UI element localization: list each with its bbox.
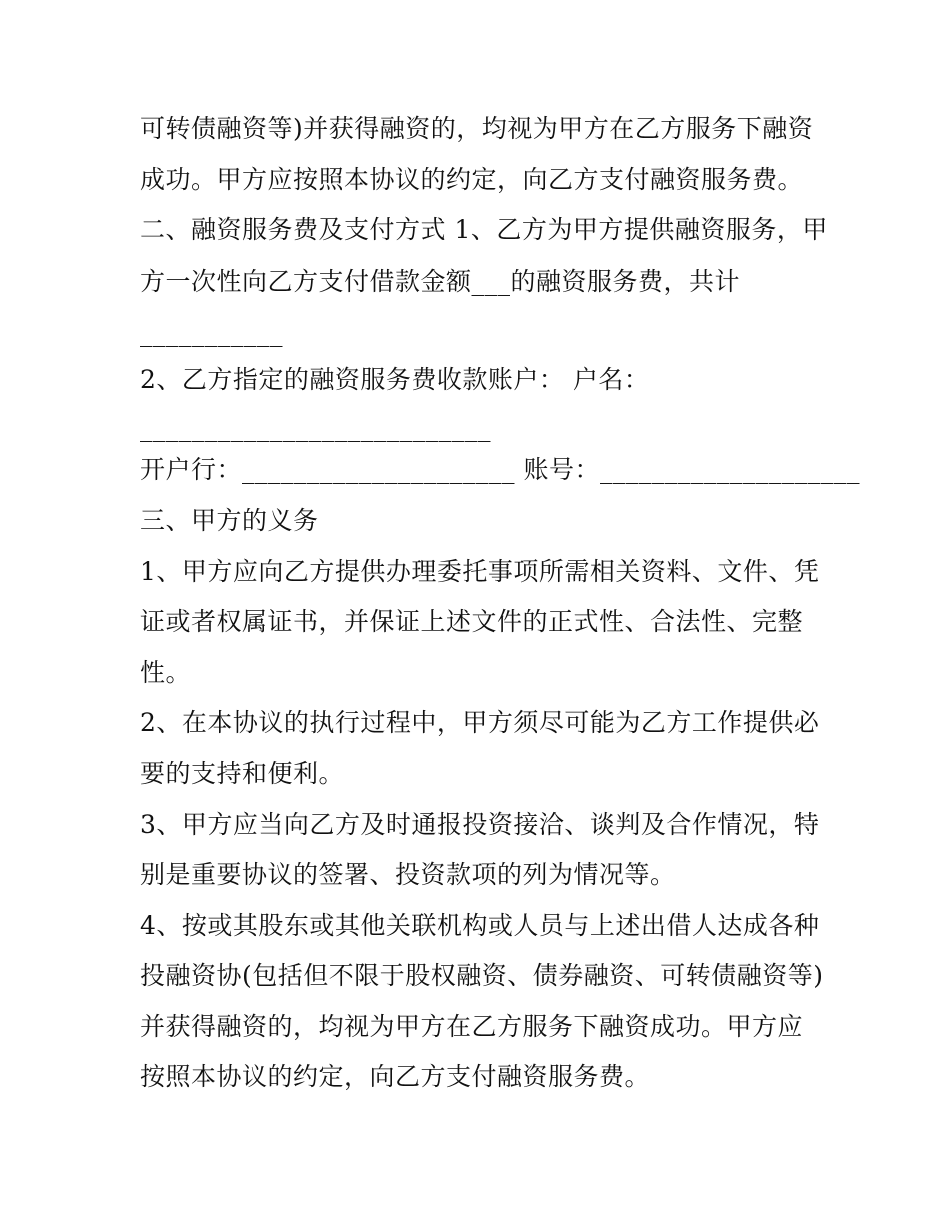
paragraph-line-1: 可转债融资等)并获得融资的，均视为甲方在乙方服务下融资 [140,114,814,143]
paragraph-line-4: 方一次性向乙方支付借款金额___的融资服务费，共计 [140,267,741,296]
obligation-1-line-3: 性。 [140,658,192,687]
obligation-3-line-1: 3、甲方应当向乙方及时通报投资接洽、谈判及合作情况，特 [140,810,820,839]
section-heading-fees: 二、融资服务费及支付方式 1、乙方为甲方提供融资服务，甲 [140,215,828,244]
obligation-3-line-2: 别是重要协议的签署、投资款项的列为情况等。 [140,860,676,889]
obligation-4-line-2: 投融资协(包括但不限于股权融资、债券融资、可转债融资等) [140,961,824,990]
obligation-2-line-1: 2、在本协议的执行过程中，甲方须尽可能为乙方工作提供必 [140,708,820,737]
blank-total-fee: ___________ [140,318,283,347]
obligation-1-line-2: 证或者权属证书，并保证上述文件的正式性、合法性、完整 [140,607,804,636]
blank-account-name: ___________________________ [140,413,491,442]
bank-and-account-line: 开户行：_____________________ 账号：____________________ [140,455,860,484]
obligation-4-line-4: 按照本协议的约定，向乙方支付融资服务费。 [140,1062,651,1091]
obligation-4-line-3: 并获得融资的，均视为甲方在乙方服务下融资成功。甲方应 [140,1012,804,1041]
obligation-1-line-1: 1、甲方应向乙方提供办理委托事项所需相关资料、文件、凭 [140,557,820,586]
obligation-2-line-2: 要的支持和便利。 [140,759,345,788]
paragraph-line-2: 成功。甲方应按照本协议的约定，向乙方支付融资服务费。 [140,165,804,194]
account-info-line: 2、乙方指定的融资服务费收款账户： 户名： [140,365,650,394]
obligation-4-line-1: 4、按或其股东或其他关联机构或人员与上述出借人达成各种 [140,911,820,940]
section-heading-obligations: 三、甲方的义务 [140,506,319,535]
